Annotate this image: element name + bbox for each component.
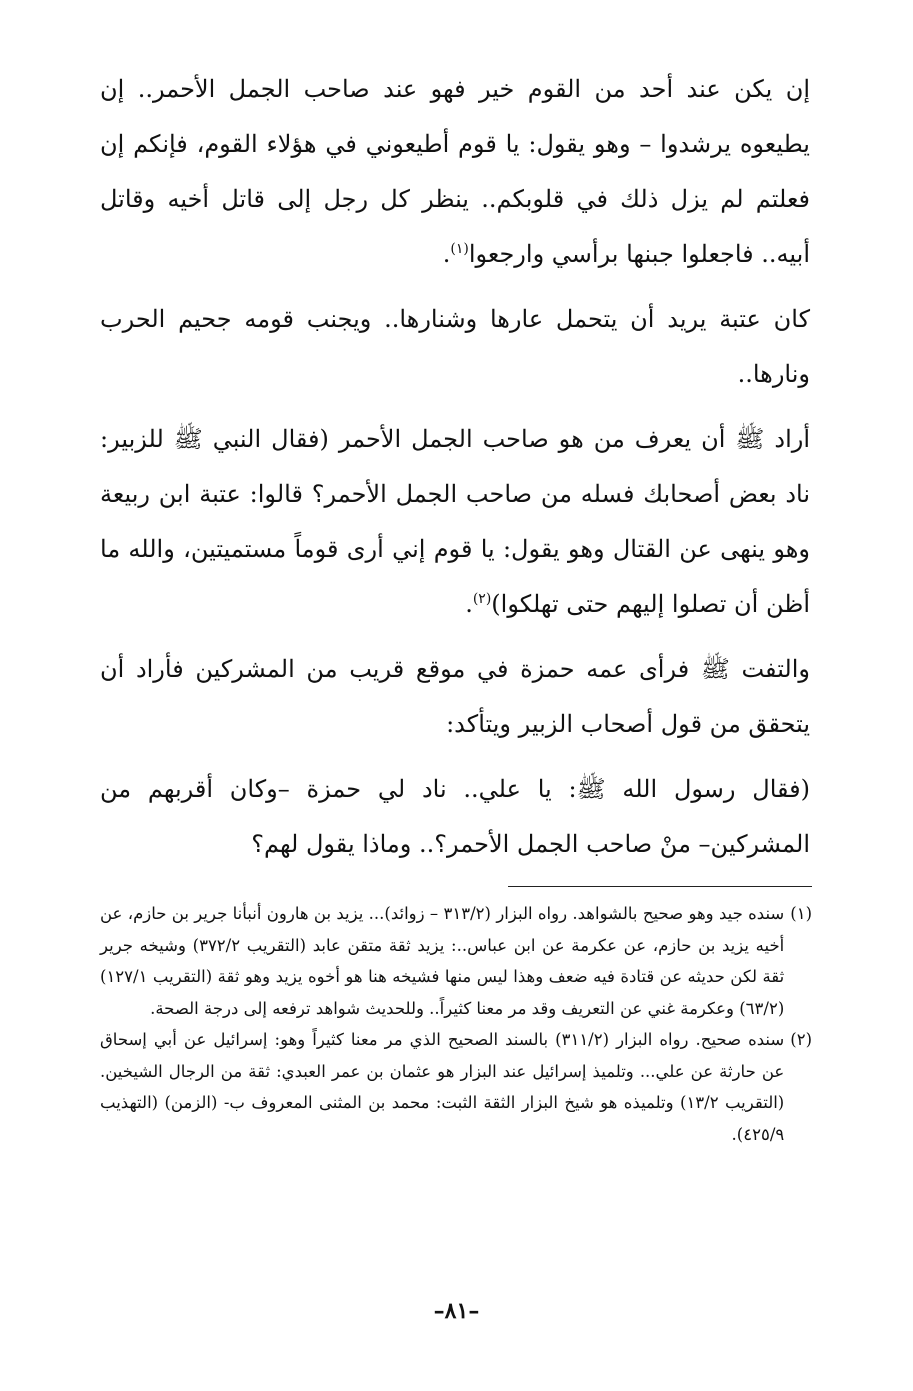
footnote-reference[interactable]: (١): [450, 241, 469, 257]
main-text: [100, 62, 810, 882]
footnote: [100, 898, 812, 1024]
footnotes: [100, 898, 812, 1150]
footnote-separator: [508, 886, 812, 887]
paragraph: (فقال رسول الله ﷺ: يا علي.. ناد لي حمزة –وكان أقربهم من المشركين– منْ صاحب الجمل الأحمر؟.. وماذا يقول لهم؟: [100, 775, 810, 858]
footnote-marker: (١): [790, 904, 812, 923]
paragraph: أراد ﷺ أن يعرف من هو صاحب الجمل الأحمر (فقال النبي ﷺ للزبير: ناد بعض أصحابك فسله من صاحب الجمل الأحمر؟ قالوا: عتبة ابن ربيعة وهو ينهى عن القتال وهو يقول: يا قوم إني أرى قوماً مستميتين، والله ما أظن أن تصلوا إليهم حتى تهلكوا)$^{(٢)}$.: [100, 425, 810, 618]
footnote-marker: (٢): [790, 1030, 812, 1049]
page-number: –٨١–: [433, 1298, 480, 1324]
footnote: [100, 1024, 812, 1150]
paragraph: والتفت ﷺ فرأى عمه حمزة في موقع قريب من المشركين فأراد أن يتحقق من قول أصحاب الزبير ويتأكد:: [100, 655, 811, 738]
paragraph: كان عتبة يريد أن يتحمل عارها وشنارها.. ويجنب قومه جحيم الحرب ونارها..: [100, 305, 810, 388]
paragraph: إن يكن عند أحد من القوم خير فهو عند صاحب الجمل الأحمر.. إن يطيعوه يرشدوا – وهو يقول: يا قوم أطيعوني في هؤلاء القوم، فإنكم إن فعلتم لم يزل ذلك في قلوبكم.. ينظر كل رجل إلى قاتل أخيه وقاتل أبيه.. فاجعلوا جبنها برأسي وارجعوا$^{(١)}$.: [100, 75, 810, 268]
footnote-text: سنده صحيح. رواه البزار (٣١١/٢) بالسند الصحيح الذي مر معنا كثيراً وهو: إسرائيل عن أبي إسحاق عن حارثة عن علي... وتلميذ إسرائيل عند البزار هو عثمان بن عمر العبدي: ثقة من الرجال الشيخين. (التقريب ١٣/٢) وتلميذه هو شيخ البزار الثقة الثبت: محمد بن المثنى المعروف ب- (الزمن) (التهذيب ٤٢٥/٩).: [100, 1030, 785, 1144]
footnote-reference[interactable]: (٢): [472, 591, 492, 607]
footnote-text: سنده جيد وهو صحيح بالشواهد. رواه البزار (٣١٣/٢ – زوائد)... يزيد بن هارون أنبأنا جرير بن حازم، عن أخيه يزيد بن حازم، عن عكرمة عن ابن عباس..: يزيد ثقة متقن عابد (التقريب ٣٧٢/٢) وشيخه جرير ثقة لكن حديثه عن قتادة فيه ضعف وهذا ليس منها فشيخه هنا هو أخوه يزيد وهو ثقة (التقريب ١٢٧/١) (٦٣/٢) وعكرمة غني عن التعريف وقد مر معنا كثيراً.. وللحديث شواهد ترفعه إلى درجة الصحة.: [100, 904, 785, 1018]
